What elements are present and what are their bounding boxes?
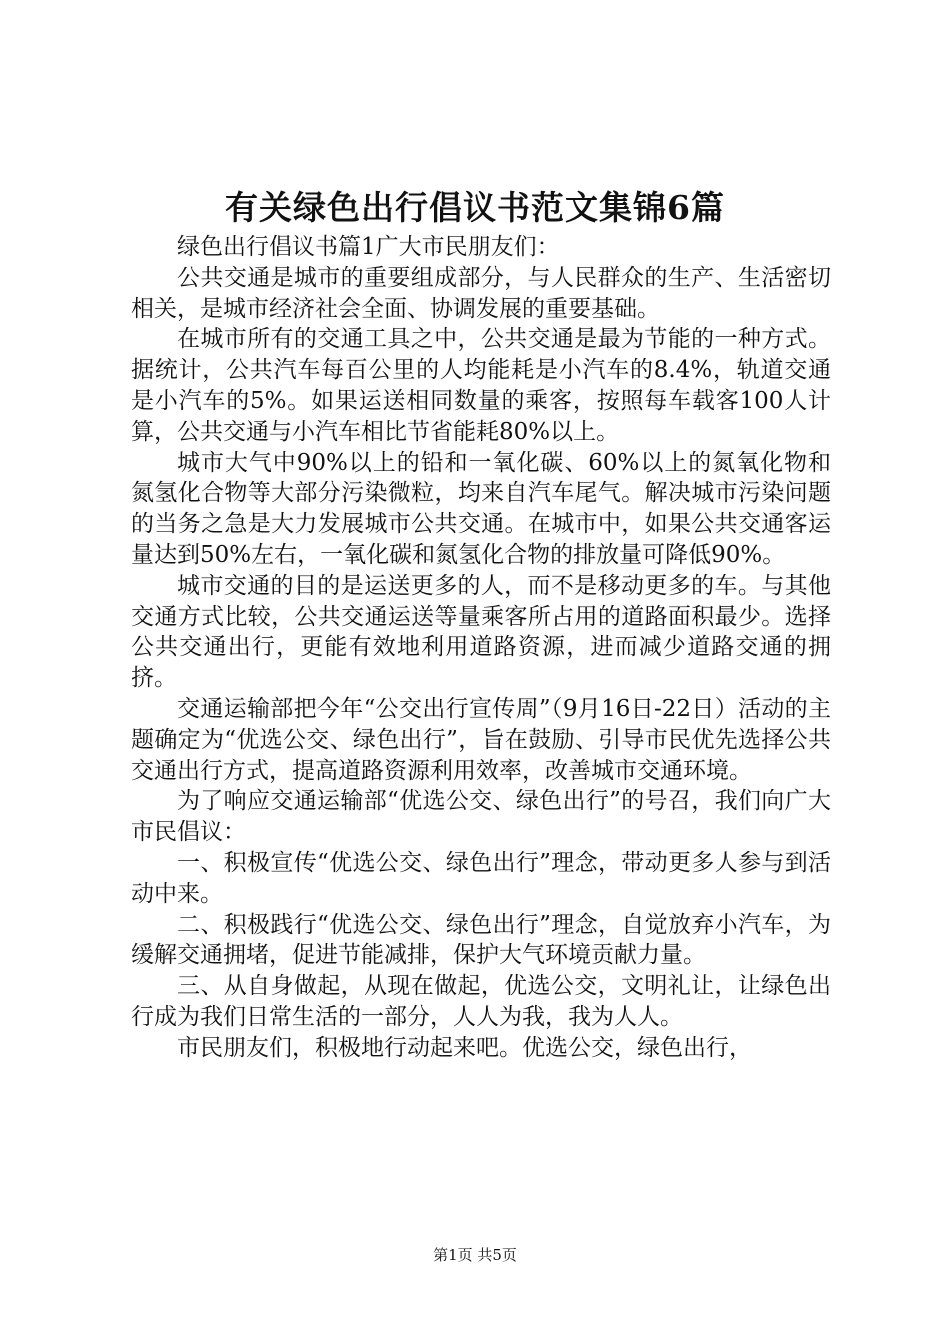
paragraph-proposal-two: 二、积极践行“优选公交、绿色出行”理念，自觉放弃小汽车，为缓解交通拥堵，促进节能减排，保护大气环境贡献力量。: [131, 911, 831, 969]
paragraph-road-efficiency: 城市交通的目的是运送更多的人，而不是移动更多的车。与其他交通方式比较，公共交通运送等量乘客所占用的道路面积最少。选择公共交通出行，更能有效地利用道路资源，进而减少道路交通的拥挤。: [131, 572, 831, 692]
paragraph-closing: 市民朋友们，积极地行动起来吧。优选公交，绿色出行，: [177, 1034, 752, 1061]
paragraph-air-pollution: 城市大气中90%以上的铅和一氧化碳、60%以上的氮氧化物和氮氢化合物等大部分污染微粒，均来自汽车尾气。解决城市污染问题的当务之急是大力发展城市公共交通。在城市中，如果公共交通客运量达到50%左右，一氧化碳和氮氢化合物的排放量可降低90%。: [131, 449, 831, 568]
paragraph-energy-saving: 在城市所有的交通工具之中，公共交通是最为节能的一种方式。据统计，公共汽车每百公里的人均能耗是小汽车的8.4%，轨道交通是小汽车的5%。如果运送相同数量的乘客，按照每车载客100人计算，公共交通与小汽车相比节省能耗80%以上。: [131, 326, 831, 445]
paragraph-public-transport-importance: 公共交通是城市的重要组成部分，与人民群众的生产、生活密切相关，是城市经济社会全面、协调发展的重要基础。: [131, 264, 831, 322]
paragraph-proposal-one: 一、积极宣传“优选公交、绿色出行”理念，带动更多人参与到活动中来。: [131, 849, 831, 907]
paragraph-publicity-week: 交通运输部把今年“公交出行宣传周”（9月16日-22日）活动的主题确定为“优选公交、绿色出行”，旨在鼓励、引导市民优先选择公共交通出行方式，提高道路资源利用效率，改善城市交通环境。: [131, 695, 831, 784]
document-title: 有关绿色出行倡议书范文集锦6篇: [225, 188, 725, 227]
paragraph-proposal-three: 三、从自身做起，从现在做起，优选公交，文明礼让，让绿色出行成为我们日常生活的一部分，人人为我，我为人人。: [131, 973, 831, 1030]
document-body: [131, 232, 831, 1064]
paragraph-salutation: 绿色出行倡议书篇1广大市民朋友们：: [177, 234, 560, 260]
page-footer: [0, 1245, 950, 1265]
page-number: 第1页 共5页: [433, 1246, 517, 1264]
paragraph-call-to-action: 为了响应交通运输部“优选公交、绿色出行”的号召，我们向广大市民倡议：: [131, 788, 831, 846]
